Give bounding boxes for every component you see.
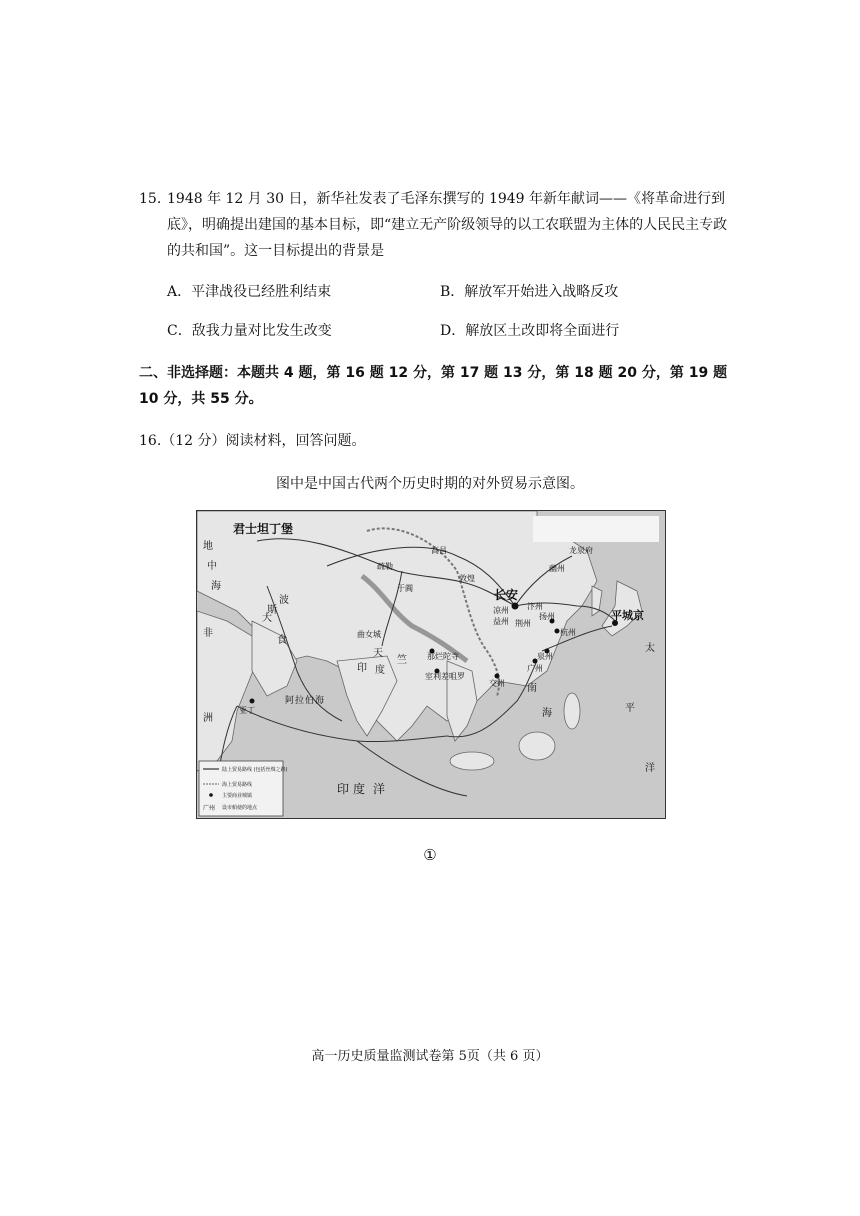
label-yizhou: 益州 [493, 617, 509, 626]
city-dot-changan [512, 603, 519, 610]
option-c: C．敌我力量对比发生改变 [167, 323, 332, 339]
figure-number: ① [423, 846, 437, 864]
label-jiaozhou: 交州 [489, 679, 505, 688]
region-char: 洋 [645, 763, 655, 774]
legend-port: 设市舶使的地点 [222, 805, 258, 811]
legend-city: 主要商业城镇 [222, 793, 253, 799]
region-char: 印 [357, 663, 367, 674]
region-char: 度 [375, 665, 385, 676]
label-guangzhou: 广州 [527, 664, 543, 673]
city-dot-aden [250, 699, 255, 704]
region-char: 洲 [203, 713, 213, 724]
region-char: 印 [337, 782, 350, 796]
region-char: 平 [625, 703, 635, 714]
option-b: B．解放军开始进入战略反攻 [440, 284, 619, 300]
figure-caption: 图中是中国古代两个历史时期的对外贸易示意图。 [276, 476, 584, 492]
blank-box [533, 516, 659, 542]
region-char: 斯 [267, 605, 277, 616]
region-char: 太 [645, 643, 655, 654]
label-liangzhou: 凉州 [493, 606, 509, 615]
label-longquan: 龙泉府 [569, 546, 593, 555]
map-legend [199, 761, 288, 816]
map-graphic [197, 511, 665, 818]
region-char: 非 [203, 628, 213, 639]
option-a: A．平津战役已经胜利结束 [167, 284, 332, 300]
label-aden: 亚丁 [239, 706, 255, 715]
region-char: 天 [373, 648, 383, 659]
region-char: 度 [353, 782, 366, 796]
region-char: 拉 [295, 696, 305, 706]
label-yutian: 于阗 [397, 584, 413, 593]
region-char: 洋 [373, 782, 386, 796]
label-youzhou: 幽州 [549, 564, 565, 573]
label-jingzhou: 荆州 [515, 619, 531, 628]
region-char: 海 [315, 696, 325, 706]
label-changan: 长安 [494, 588, 519, 602]
legend-sample-text: 广州 [203, 805, 216, 812]
label-gaochang: 高昌 [431, 546, 447, 555]
option-d: D．解放区土改即将全面进行 [440, 323, 620, 339]
trade-route-map [196, 510, 666, 819]
region-char: 波 [279, 595, 289, 606]
question-15 [139, 186, 729, 264]
region-char: 海 [542, 708, 552, 719]
philippines-island [564, 693, 580, 729]
label-heijokyo: 平城京 [611, 609, 644, 622]
region-char: 阿 [285, 696, 295, 706]
label-bianzhou: 汴州 [527, 602, 543, 611]
label-tamralipti: 室利差咀罗 [425, 672, 465, 681]
label-shule: 疏勒 [377, 562, 393, 571]
section-heading-text: 二、非选择题：本题共 4 题，第 16 题 12 分，第 17 题 13 分，第 18 题 20 分，第 19 题 10 分，共 55 分。 [139, 365, 728, 407]
question-16: 16.（12 分）阅读材料，回答问题。 [139, 433, 366, 449]
section-heading [139, 360, 729, 412]
label-nalantuo: 那烂陀寺 [427, 652, 459, 661]
region-char: 竺 [397, 655, 407, 666]
label-hangzhou: 杭州 [560, 628, 576, 637]
legend-land-route: 陆上贸易路线 (包括丝绸之路) [222, 767, 288, 773]
region-char: 大 [262, 613, 272, 624]
city-dot-hangzhou [555, 629, 560, 634]
city-dot-jiaozhou [495, 674, 500, 679]
region-char: 伯 [305, 696, 315, 706]
sumatra-island [450, 752, 494, 770]
legend-sea-route: 海上贸易路线 [222, 782, 253, 788]
label-qunvcheng: 曲女城 [357, 630, 381, 639]
label-constantinople: 君士坦丁堡 [233, 522, 294, 536]
region-char: 食 [277, 635, 287, 646]
label-quanzhou: 泉州 [537, 652, 553, 661]
region-char: 中 [207, 561, 217, 572]
region-char: 地 [203, 541, 213, 552]
question-number: 15. [139, 191, 162, 207]
question-text: 1948 年 12 月 30 日，新华社发表了毛泽东撰写的 1949 年新年献词——《将革命进行到底》，明确提出建国的基本目标，即“建立无产阶级领导的以工农联盟为主体的人民民主专政的共和国”。这一目标提出的背景是 [167, 191, 728, 259]
label-dunhuang: 敦煌 [459, 574, 475, 583]
page-footer: 高一历史质量监测试卷第 5页（共 6 页） [311, 1049, 549, 1064]
region-char: 南 [527, 683, 537, 694]
borneo-island [519, 732, 555, 760]
label-yangzhou: 扬州 [539, 612, 555, 621]
region-char: 海 [211, 581, 221, 592]
